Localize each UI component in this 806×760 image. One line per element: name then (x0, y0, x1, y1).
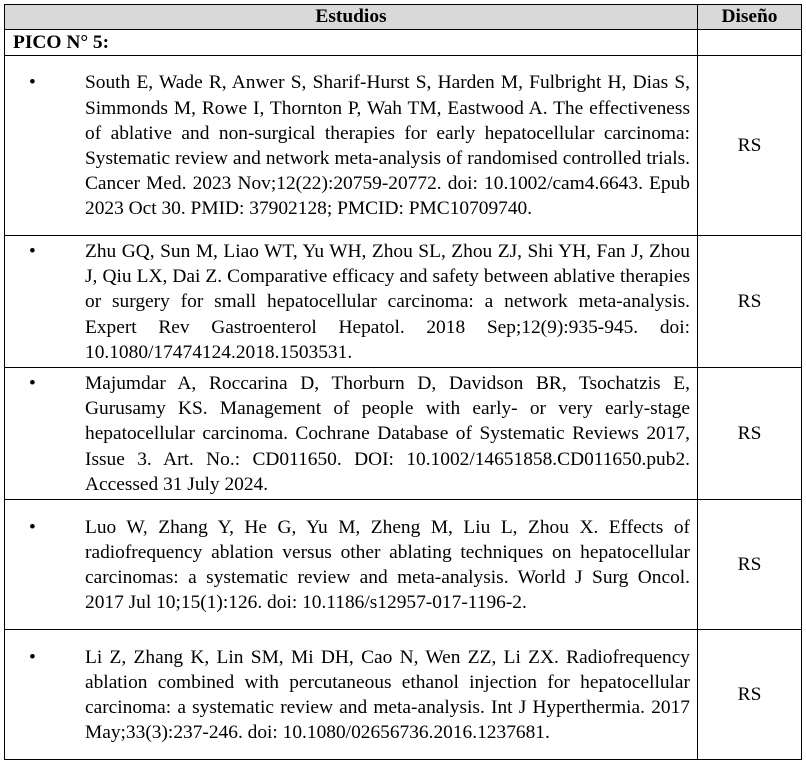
header-design: Diseño (698, 5, 802, 30)
reference-cell (5, 630, 698, 760)
design-cell: RS (698, 236, 802, 368)
table-row (5, 56, 802, 236)
header-studies: Estudios (5, 5, 698, 30)
design-cell: RS (698, 368, 802, 500)
reference-text: South E, Wade R, Anwer S, Sharif-Hurst S, Harden M, Fulbright H, Dias S, Simmonds M, Rowe I, Thornton P, Wah TM, Eastwood A. The effectiveness of ablative and non-surgical therapies for early hepatocellular carcinoma: Systematic review and network meta-analysis of randomised controlled trials. Cancer Med. 2023 Nov;12(22):20759-20772. doi: 10.1002/cam4.6643. Epub 2023 Oct 30. PMID: 37902128; PMCID: PMC10709740. (85, 72, 690, 220)
references-table-wrapper (4, 4, 802, 760)
reference-cell (5, 368, 698, 500)
reference-cell (5, 56, 698, 236)
design-cell: RS (698, 500, 802, 630)
table-row (5, 500, 802, 630)
table-row (5, 368, 802, 500)
reference-text: Luo W, Zhang Y, He G, Yu M, Zheng M, Liu L, Zhou X. Effects of radiofrequency ablation versus other ablating techniques on hepatocellular carcinomas: a systematic review and meta-analysis. World J Surg Oncol. 2017 Jul 10;15(1):126. doi: 10.1186/s12957-017-1196-2. (85, 516, 690, 614)
section-design-empty (698, 30, 802, 56)
design-cell: RS (698, 56, 802, 236)
table-header-row (5, 5, 802, 30)
section-label: PICO N° 5: (5, 30, 698, 56)
bullet-icon: • (29, 646, 36, 668)
section-row (5, 30, 802, 56)
reference-text: Majumdar A, Roccarina D, Thorburn D, Davidson BR, Tsochatzis E, Gurusamy KS. Management of people with early- or very early-stage hepatocellular carcinoma. Cochrane Database of Systematic Reviews 2017, Issue 3. Art. No.: CD011650. DOI: 10.1002/14651858.CD011650.pub2. Accessed 31 July 2024. (85, 373, 690, 495)
reference-cell (5, 500, 698, 630)
bullet-icon: • (29, 72, 36, 94)
table-row (5, 630, 802, 760)
design-cell: RS (698, 630, 802, 760)
reference-text: Li Z, Zhang K, Lin SM, Mi DH, Cao N, Wen ZZ, Li ZX. Radiofrequency ablation combined with percutaneous ethanol injection for hepatocellular carcinoma: a systematic review and meta-analysis. Int J Hyperthermia. 2017 May;33(3):237-246. doi: 10.1080/02656736.2016.1237681. (85, 646, 690, 744)
bullet-icon: • (29, 373, 36, 395)
reference-text: Zhu GQ, Sun M, Liao WT, Yu WH, Zhou SL, Zhou ZJ, Shi YH, Fan J, Zhou J, Qiu LX, Dai Z. Comparative efficacy and safety between ablative therapies or surgery for small hepatocellular carcinoma: a network meta-analysis. Expert Rev Gastroenterol Hepatol. 2018 Sep;12(9):935-945. doi: 10.1080/17474124.2018.1503531. (85, 241, 690, 363)
reference-cell (5, 236, 698, 368)
bullet-icon: • (29, 516, 36, 538)
table-row (5, 236, 802, 368)
bullet-icon: • (29, 241, 36, 262)
references-table (4, 4, 802, 760)
